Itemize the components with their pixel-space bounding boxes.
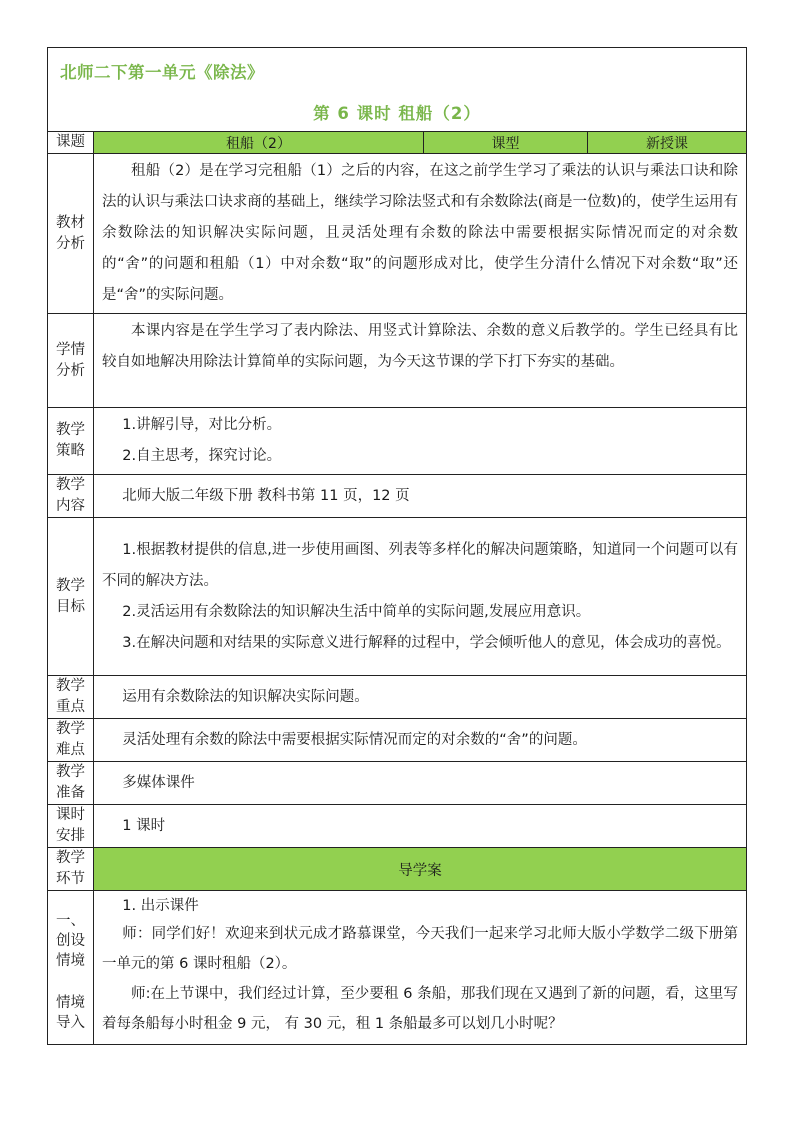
section-one-label xyxy=(48,891,94,1045)
paragraph: 租船（2）是在学习完租船（1）之后的内容，在这之前学生学习了乘法的认识与乘法口诀和除法的认识与乘法口诀求商的基础上，继续学习除法竖式和有余数除法(商是一位数)的，使学生运用有余数除法的知识解决实际问题，且灵活处理有余数的除法中需要根据实际情况而定的对余数的“舍”的问题和租船（1）中对余数“取”的问题形成对比，使学生分清什么情况下对余数“取”还是“舍”的实际问题。 xyxy=(102,163,738,303)
paragraph: 2.灵活运用有余数除法的知识解决生活中简单的实际问题,发展应用意识。 xyxy=(122,603,591,620)
schedule-text xyxy=(94,805,747,848)
label-line: 教学 xyxy=(56,721,85,737)
label-line: 一、 xyxy=(56,913,85,929)
section-one-row xyxy=(48,891,747,1045)
label-line: 导入 xyxy=(56,1015,85,1031)
paragraph: 本课内容是在学生学习了表内除法、用竖式计算除法、余数的意义后教学的。学生已经具有比较自如地解决用除法计算简单的实际问题，为今天这节课的学下打下夯实的基础。 xyxy=(102,323,738,370)
goals-row xyxy=(48,518,747,676)
label-line: 安排 xyxy=(56,828,85,844)
label-line: 教学 xyxy=(56,477,85,493)
section-one-text xyxy=(94,891,747,1045)
header-cell xyxy=(48,48,747,132)
guided-plan-header: 导学案 xyxy=(94,848,747,891)
key-point-row xyxy=(48,676,747,719)
content-label xyxy=(48,475,94,518)
students-row xyxy=(48,314,747,408)
paragraph: 2.自主思考，探究讨论。 xyxy=(122,448,282,464)
label-line: 环节 xyxy=(56,871,85,887)
goals-label xyxy=(48,518,94,676)
difficulty-text xyxy=(94,719,747,762)
document-title: 北师二下第一单元《除法》 xyxy=(60,63,264,82)
label-line: 教学 xyxy=(56,678,85,694)
label-line: 分析 xyxy=(56,235,85,252)
label-line: 分析 xyxy=(56,362,85,379)
stages-label xyxy=(48,848,94,891)
difficulty-row xyxy=(48,719,747,762)
label-line: 创设 xyxy=(56,933,85,949)
paragraph: 多媒体课件 xyxy=(122,774,195,791)
strategy-row xyxy=(48,408,747,475)
goals-text xyxy=(94,518,747,676)
label-line: 难点 xyxy=(56,742,85,758)
students-label xyxy=(48,314,94,408)
paragraph: 师：同学们好！欢迎来到状元成才路慕课堂，今天我们一起来学习北师大版小学数学二级下册第一单元的第 6 课时租船（2）。 xyxy=(102,926,738,972)
label-line: 情境 xyxy=(56,953,85,969)
paragraph: 北师大版二年级下册 教科书第 11 页，12 页 xyxy=(122,487,410,504)
label-line: 策略 xyxy=(56,443,85,459)
paragraph: 3.在解决问题和对结果的实际意义进行解释的过程中，学会倾听他人的意见，体会成功的喜悦。 xyxy=(122,634,731,651)
paragraph: 运用有余数除法的知识解决实际问题。 xyxy=(122,688,369,705)
label-line: 情境 xyxy=(56,995,85,1011)
analysis-label xyxy=(48,154,94,314)
label-line: 学情 xyxy=(56,341,85,358)
topic-row xyxy=(48,132,747,154)
paragraph: 1.讲解引导，对比分析。 xyxy=(122,417,282,433)
key-point-label xyxy=(48,676,94,719)
label-line: 教学 xyxy=(56,764,85,780)
label-line: 准备 xyxy=(56,785,85,801)
preparation-label xyxy=(48,762,94,805)
strategy-text xyxy=(94,408,747,475)
label-line: 重点 xyxy=(56,699,85,715)
label-line: 教材 xyxy=(56,214,85,231)
topic-label: 课题 xyxy=(48,132,94,154)
lesson-title: 第 6 课时 租船（2） xyxy=(313,104,481,123)
students-text xyxy=(94,314,747,408)
label-line: 教学 xyxy=(56,850,85,866)
paragraph: 师:在上节课中，我们经过计算，至少要租 6 条船，那我们现在又遇到了新的问题，看，这里写着每条船每小时租金 9 元， 有 30 元，租 1 条船最多可以划几小时呢？ xyxy=(102,986,738,1032)
paragraph: 1.根据教材提供的信息,进一步使用画图、列表等多样化的解决问题策略，知道同一个问题可以有不同的解决方法。 xyxy=(102,541,738,589)
schedule-label xyxy=(48,805,94,848)
content-text xyxy=(94,475,747,518)
stages-row xyxy=(48,848,747,891)
strategy-label xyxy=(48,408,94,475)
lesson-type-label: 课型 xyxy=(424,132,588,154)
label-line: 目标 xyxy=(56,598,85,615)
label-line: 内容 xyxy=(56,498,85,514)
analysis-text xyxy=(94,154,747,314)
lesson-plan-sheet xyxy=(47,47,746,1045)
content-row xyxy=(48,475,747,518)
analysis-row xyxy=(48,154,747,314)
label-line: 课时 xyxy=(56,807,85,823)
paragraph: 1 课时 xyxy=(122,817,166,834)
paragraph: 1. 出示课件 xyxy=(122,898,199,914)
preparation-row xyxy=(48,762,747,805)
key-point-text xyxy=(94,676,747,719)
preparation-text xyxy=(94,762,747,805)
difficulty-label xyxy=(48,719,94,762)
topic-value: 租船（2） xyxy=(94,132,424,154)
schedule-row xyxy=(48,805,747,848)
paragraph: 灵活处理有余数的除法中需要根据实际情况而定的对余数的“舍”的问题。 xyxy=(122,731,587,748)
label-line: 教学 xyxy=(56,422,85,438)
label-line: 教学 xyxy=(56,577,85,594)
lesson-type-value: 新授课 xyxy=(588,132,747,154)
lesson-plan-table xyxy=(47,47,747,1045)
